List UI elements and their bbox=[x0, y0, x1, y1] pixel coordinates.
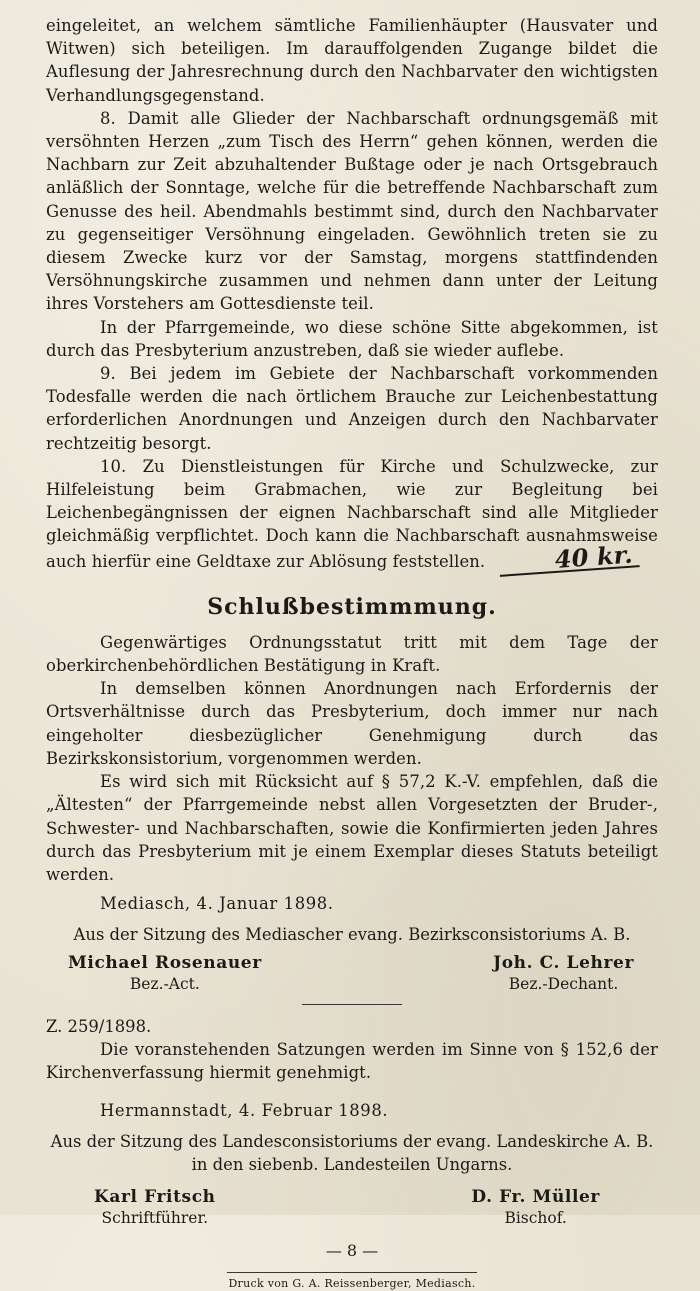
signature-row-1 bbox=[46, 952, 658, 994]
paragraph-familienhaeupter: eingeleitet, an welchem sämtliche Familienhäupter (Hausvater und Witwen) sich beteiligen. Im darauffolgenden Zugange bildet die Auflesung der Jahresrechnung durch den Nachbarvater den wichtigsten Verhandlungsgegenstand. bbox=[46, 16, 658, 105]
signature-name: D. Fr. Müller bbox=[471, 1186, 600, 1207]
paragraph-9-todesfall: 9. Bei jedem im Gebiete der Nachbarschaft vorkommenden Todesfalle werden die nach örtlichem Brauche zur Leichenbestattung erforderlichen Anordnungen und Anzeigen durch den Nachbarvater rechtzeitig besorgt. bbox=[46, 364, 658, 453]
reference-number: Z. 259/1898. bbox=[46, 1017, 152, 1037]
session-bezirksconsistorium: Aus der Sitzung des Mediascher evang. Bezirksconsistoriums A. B. bbox=[73, 925, 631, 945]
paragraph-10-dienstleistungen bbox=[46, 455, 658, 573]
signature-mueller bbox=[471, 1186, 600, 1228]
place-date-hermannstadt: Hermannstadt, 4. Februar 1898. bbox=[100, 1100, 389, 1120]
handwritten-annotation: 40 kr. bbox=[499, 543, 640, 577]
paragraph-ordnungsstatut: Gegenwärtiges Ordnungsstatut tritt mit dem Tage der oberkirchenbehördlichen Bestätigung in Kraft. bbox=[46, 632, 658, 676]
signature-title: Bischof. bbox=[504, 1208, 567, 1227]
printer-divider bbox=[227, 1272, 477, 1273]
section-title-schlussbestimmung: Schlußbestimmmung. bbox=[207, 593, 497, 620]
signature-name: Karl Fritsch bbox=[94, 1186, 216, 1207]
signature-lehrer bbox=[493, 952, 634, 994]
paragraph-genehmigung: Die voranstehenden Satzungen werden im Sinne von § 152,6 der Kirchenverfassung hiermit genehmigt. bbox=[46, 1040, 658, 1083]
place-date-mediasch: Mediasch, 4. Januar 1898. bbox=[100, 894, 334, 914]
signature-fritsch bbox=[94, 1186, 216, 1228]
paragraph-10-text: 10. Zu Dienstleistungen für Kirche und Schulzwecke, zur Hilfeleistung beim Grabmachen, wie zur Begleitung bei Leichenbegängnissen der eignen Nachbarschaft sind alle Mitglieder gleichmäßig verpflichtet. Doch kann die Nachbarschaft ausnahmsweise auch hierfür eine Geldtaxe zur Ablösung feststellen. bbox=[46, 456, 658, 571]
paragraph-8-versoehnung: 8. Damit alle Glieder der Nachbarschaft ordnungsgemäß mit versöhnten Herzen „zum Tisch des Herrn“ gehen können, werden die Nachbarn zur Zeit abzuhaltender Bußtage oder je nach Ortsgebrauch anläßlich der Sonntage, welche für die betreffende Nachbarschaft zum Genusse des heil. Abendmahls bestimmt sind, durch den Nachbarvater zu gegenseitiger Versöhnung eingeladen. Gewöhnlich treten sie zu diesem Zwecke kurz vor der Samstag, morgens stattfindenden Versöhnungskirche zusammen und nehmen dann unter der Leitung ihres Vorstehers am Gottesdienste teil. bbox=[46, 108, 658, 314]
signature-title: Bez.-Act. bbox=[129, 975, 200, 994]
page-number: — 8 — bbox=[325, 1240, 379, 1260]
signature-rosenauer bbox=[68, 952, 262, 994]
paragraph-anordnungen: In demselben können Anordnungen nach Erfordernis der Ortsverhältnisse durch das Presbyterium, doch immer nur nach eingeholter diesbezüglicher Genehmigung durch das Bezirkskonsistorium, vorgenommen werden. bbox=[46, 679, 658, 768]
signature-title: Schriftführer. bbox=[101, 1208, 209, 1227]
session-landesconsistorium-line2: in den siebenb. Landesteilen Ungarns. bbox=[191, 1154, 513, 1174]
signature-name: Joh. C. Lehrer bbox=[493, 953, 634, 974]
signature-name: Michael Rosenauer bbox=[68, 953, 262, 974]
printer-imprint: Druck von G. A. Reissenberger, Mediasch. bbox=[228, 1276, 476, 1290]
divider bbox=[302, 1004, 402, 1005]
session-landesconsistorium-line1: Aus der Sitzung des Landesconsistoriums der evang. Landeskirche A. B. bbox=[50, 1131, 654, 1151]
signature-row-2 bbox=[46, 1186, 658, 1228]
paragraph-presbyterium: In der Pfarrgemeinde, wo diese schöne Sitte abgekommen, ist durch das Presbyterium anzustreben, daß sie wieder auflebe. bbox=[46, 317, 658, 360]
paragraph-exemplar: Es wird sich mit Rücksicht auf § 57,2 K.-V. empfehlen, daß die „Ältesten“ der Pfarrgemeinde nebst allen Vorgesetzten der Bruder-, Schwester- und Nachbarschaften, sowie die Konfirmierten jeden Jahres durch das Presbyterium mit je einem Exemplar dieses Statuts beteiligt werden. bbox=[46, 772, 658, 884]
signature-title: Bez.-Dechant. bbox=[508, 975, 619, 994]
